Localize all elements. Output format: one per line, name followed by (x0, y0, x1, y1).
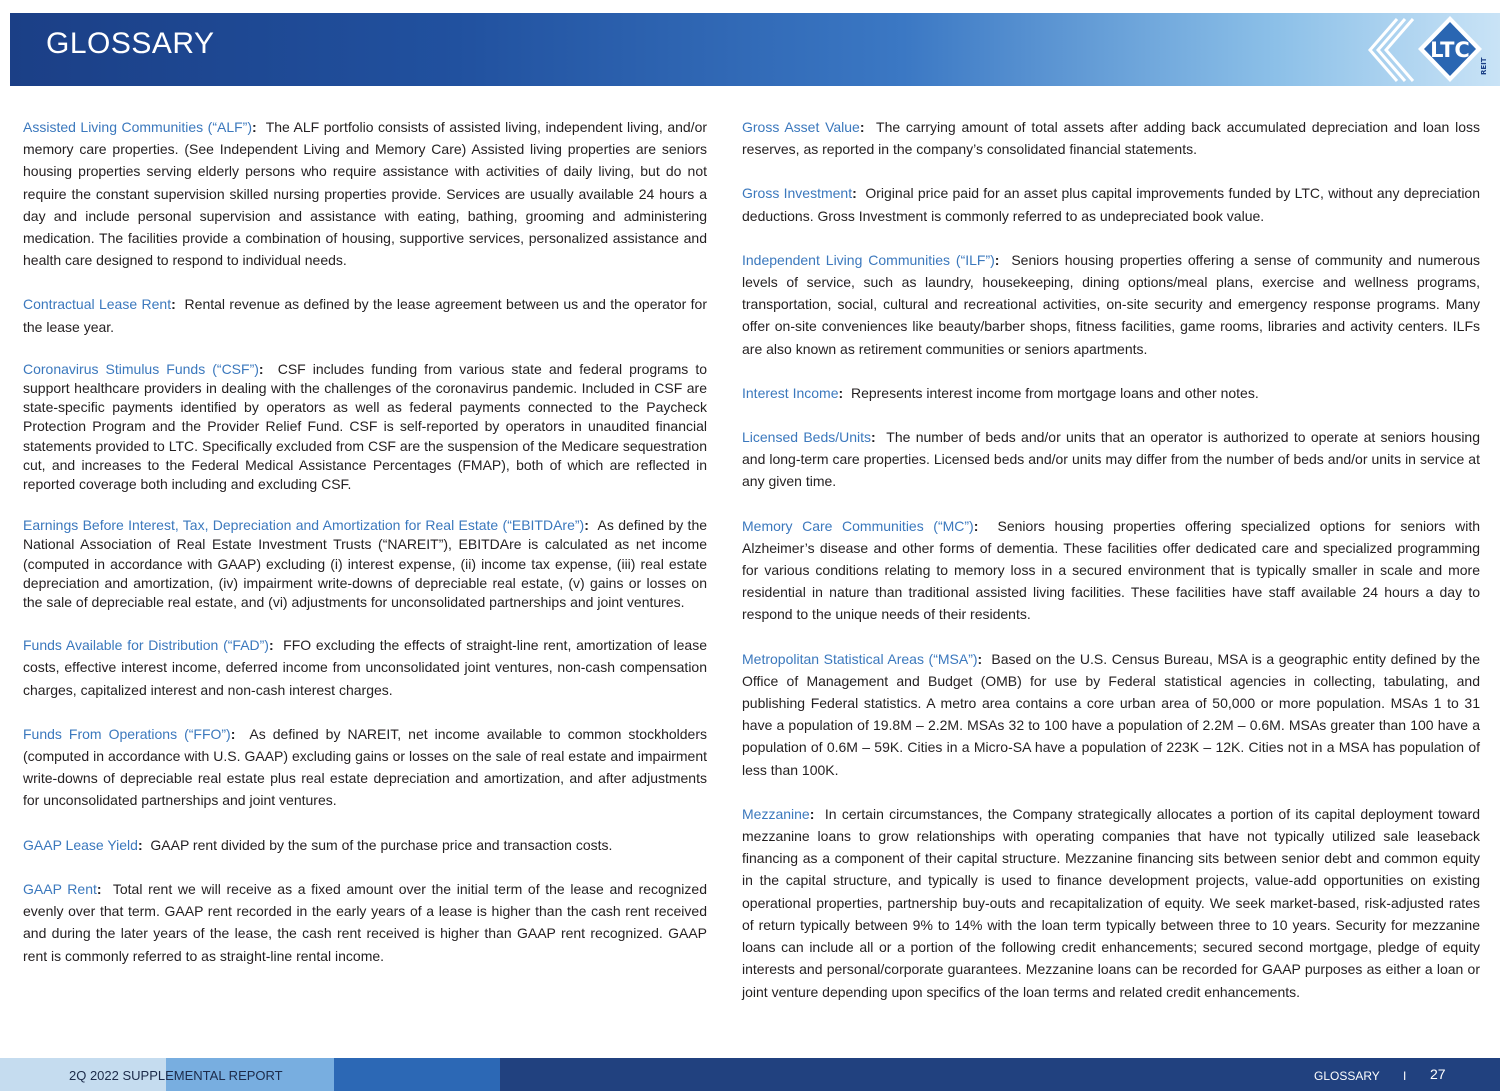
glossary-entry-msa: Metropolitan Statistical Areas (“MSA”): Based on the U.S. Census Bureau, MSA is a geographic entity defined by the Office of Management and Budget (OMB) for use by Federal statistical agencies in collecting, tabulating, and publishing Federal statistics. A metro area contains a core urban area of 50,000 or more population. MSAs 1 to 31 have a population of 19.8M – 2.2M. MSAs 32 to 100 have a population of 2.2M – 0.6M. MSAs greater than 100 have a population of 0.6M – 59K. Cities in a Micro-SA have a population of 223K – 12K. Cities not in a MSA has population of less than 100K. (742, 650, 1481, 778)
glossary-definition: As defined by the National Association of Real Estate Investment Trusts (“NAREIT”), EBITDAre is calculated as net income (computed in accordance with GAAP) excluding (i) interest expense, (ii) income tax expense, (iii) real estate depreciation and amortization, (iv) impairment write-downs of depreciable real estate, (v) gains or losses on the sale of depreciable real estate, and (vi) adjustments for unconsolidated partnerships and joint ventures. (23, 517, 708, 611)
glossary-definition: The ALF portfolio consists of assisted living, independent living, and/or memory care properties. (See Independent Living and Memory Care) Assisted living properties are seniors housing properties serving elderly persons who require assistance with activities of daily living, but do not require the constant supervision skilled nursing properties provide. Services are usually available 24 hours a day and include personal supervision and assistance with eating, bathing, grooming and administering medication. The facilities provide a combination of housing, supportive services, personalized assistance and health care designed to respond to individual needs. (23, 119, 708, 269)
glossary-term: Gross Investment (742, 185, 853, 202)
glossary-entry-gross-asset-value: Gross Asset Value: The carrying amount of total assets after adding back accumulated depreciation and loan loss reserves, as reported in the company’s consolidated financial statements. (742, 119, 1480, 158)
glossary-term: Memory Care Communities (“MC”) (742, 517, 974, 534)
glossary-term: Coronavirus Stimulus Funds (“CSF”) (23, 360, 259, 377)
glossary-entry-memory-care: Memory Care Communities (“MC”): Seniors housing properties offering specialized options for seniors with Alzheimer’s disease and other forms of dementia. These facilities offer dedicated care and specialized programming for various conditions relating to memory loss in a secured environment that is typically smaller in scale and more residential in nature than traditional assisted living facilities. These facilities have staff available 24 hours a day to respond to the unique needs of their residents. (742, 517, 1480, 623)
glossary-definition: Seniors housing properties offering specialized options for seniors with Alzheimer’s disease and other forms of dementia. These facilities offer dedicated care and specialized programming for various conditions relating to memory loss in a secured environment that is typically smaller in scale and more residential in nature than traditional assisted living facilities. These facilities have staff available 24 hours a day to respond to the unique needs of their residents. (742, 517, 1480, 623)
glossary-entry-alf: Assisted Living Communities (“ALF”): The ALF portfolio consists of assisted living, independent living, and/or memory care properties. (See Independent Living and Memory Care) Assisted living properties are seniors housing properties serving elderly persons who require assistance with activities of daily living, but do not require the constant supervision skilled nursing properties provide. Services are usually available 24 hours a day and include personal supervision and assistance with eating, bathing, grooming and administering medication. The facilities provide a combination of housing, supportive services, personalized assistance and health care designed to respond to individual needs. (23, 119, 708, 269)
glossary-term: Contractual Lease Rent (23, 296, 172, 313)
glossary-entry-gaap-lease-yield: GAAP Lease Yield: GAAP rent divided by the sum of the purchase price and transaction costs. (23, 836, 613, 853)
glossary-entry-ffo: Funds From Operations (“FFO”): As defined by NAREIT, net income available to common stockholders (computed in accordance with U.S. GAAP) excluding gains or losses on the sale of real estate and impairment write-downs of depreciable real estate plus real estate depreciation and amortization, and after adjustments for unconsolidated partnerships and joint ventures. (23, 725, 707, 809)
glossary-term: GAAP Lease Yield (23, 836, 138, 853)
glossary-term: Metropolitan Statistical Areas (“MSA”) (742, 650, 978, 667)
glossary-term: Interest Income (742, 384, 839, 401)
glossary-definition: CSF includes funding from various state and federal programs to support healthcare providers in dealing with the challenges of the coronavirus pandemic. Included in CSF are state-specific payments identified by operators as well as federal payments connected to the Paycheck Protection Program and the Provider Relief Fund. CSF is self-reported by operators in unaudited financial statements provided to LTC. Specifically excluded from CSF are the suspension of the Medicare sequestration cut, and increases to the Federal Medical Assistance Percentages (FMAP), both of which are reflected in reported coverage both including and excluding CSF. (23, 360, 707, 493)
glossary-definition: Based on the U.S. Census Bureau, MSA is a geographic entity defined by the Office of Management and Budget (OMB) for use by Federal statistical agencies in collecting, tabulating, and publishing Federal statistics. A metro area contains a core urban area of 50,000 or more population. MSAs 1 to 31 have a population of 19.8M – 2.2M. MSAs 32 to 100 have a population of 2.2M – 0.6M. MSAs greater than 100 have a population of 0.6M – 59K. Cities in a Micro-SA have a population of 223K – 12K. Cities not in a MSA has population of less than 100K. (742, 650, 1481, 778)
glossary-term: Funds From Operations (“FFO”) (23, 725, 231, 742)
glossary-entry-contractual-lease-rent: Contractual Lease Rent: Rental revenue as defined by the lease agreement between us and the operator for the lease year. (23, 296, 708, 335)
glossary-term: Assisted Living Communities (“ALF”) (23, 119, 253, 135)
glossary-entry-ebitdare: Earnings Before Interest, Tax, Depreciation and Amortization for Real Estate (“EBITDAre”): As defined by the National Association of Real Estate Investment Trusts (“NAREIT”), EBITDAre is calculated as net income (computed in accordance with GAAP) excluding (i) interest expense, (ii) income tax expense, (iii) real estate depreciation and amortization, (iv) impairment write-downs of depreciable real estate, (v) gains or losses on the sale of depreciable real estate, and (vi) adjustments for unconsolidated partnerships and joint ventures. (23, 517, 708, 611)
glossary-definition: Represents interest income from mortgage loans and other notes. (850, 384, 1259, 401)
glossary-entry-gaap-rent: GAAP Rent: Total rent we will receive as a fixed amount over the initial term of the lease and recognized evenly over that term. GAAP rent recorded in the early years of a lease is higher than the cash rent received and during the later years of the lease, the cash rent received is higher than GAAP rent recognized. GAAP rent is commonly referred to as straight-line rental income. (23, 880, 707, 964)
page-title: GLOSSARY (46, 27, 215, 60)
glossary-definition: FFO excluding the effects of straight-line rent, amortization of lease costs, effective interest income, deferred income from unconsolidated joint ventures, non-cash compensation charges, capitalized interest and non-cash interest charges. (23, 637, 708, 698)
glossary-right-column (742, 116, 1480, 1025)
glossary-entry-ilf: Independent Living Communities (“ILF”): Seniors housing properties offering a sense of community and numerous levels of service, such as laundry, housekeeping, dining options/meal plans, exercise and wellness programs, transportation, social, cultural and recreational activities, on-site security and emergency response programs. Many offer on-site conveniences like beauty/barber shops, fitness facilities, game rooms, libraries and activity centers. ILFs are also known as retirement communities or seniors apartments. (742, 251, 1481, 357)
glossary-definition: Original price paid for an asset plus capital improvements funded by LTC, without any depreciation deductions. Gross Investment is commonly referred to as undepreciated book value. (742, 185, 1481, 224)
glossary-definition: Rental revenue as defined by the lease agreement between us and the operator for the lease year. (23, 296, 708, 335)
glossary-definition: The carrying amount of total assets after adding back accumulated depreciation and loan loss reserves, as reported in the company’s consolidated financial statements. (742, 119, 1480, 158)
glossary-term: Gross Asset Value (742, 119, 860, 135)
glossary-term: Independent Living Communities (“ILF”) (742, 251, 995, 268)
glossary-term: Funds Available for Distribution (“FAD”) (23, 637, 269, 654)
page-footer (0, 1058, 1500, 1091)
glossary-term: Mezzanine (742, 805, 810, 822)
glossary-definition: In certain circumstances, the Company strategically allocates a portion of its capital deployment toward mezzanine loans to grow relationships with operating companies that have not typically utilized sale leaseback financing as a component of their capital structure. Mezzanine financing sits between senior debt and common equity in the capital structure, and typically is used to finance development projects, value-add opportunities on existing operational properties, partnership buy-outs and recapitalization of equity. We seek market-based, risk-adjusted rates of return typically between 9% to 14% with the loan term typically between three to 10 years. Security for mezzanine loans can include all or a portion of the following credit enhancements; secured second mortgage, pledge of equity interests and personal/corporate guarantees. Mezzanine loans can be recorded for GAAP purposes as either a loan or joint venture depending upon specifics of the loan terms and related credit enhancements. (742, 805, 1481, 1000)
footer-report-name: 2Q 2022 SUPPLEMENTAL REPORT (69, 1068, 283, 1083)
glossary-entry-fad: Funds Available for Distribution (“FAD”): FFO excluding the effects of straight-line rent, amortization of lease costs, effective interest income, deferred income from unconsolidated joint ventures, non-cash compensation charges, capitalized interest and non-cash interest charges. (23, 637, 708, 698)
glossary-definition: Seniors housing properties offering a sense of community and numerous levels of service, such as laundry, housekeeping, dining options/meal plans, exercise and wellness programs, transportation, social, cultural and recreational activities, on-site security and emergency response programs. Many offer on-site conveniences like beauty/barber shops, fitness facilities, game rooms, libraries and activity centers. ILFs are also known as retirement communities or seniors apartments. (742, 251, 1481, 357)
glossary-entry-gross-investment: Gross Investment: Original price paid for an asset plus capital improvements funded by LTC, without any depreciation deductions. Gross Investment is commonly referred to as undepreciated book value. (742, 185, 1481, 224)
glossary-entry-licensed-beds: Licensed Beds/Units: The number of beds and/or units that an operator is authorized to operate at seniors housing and long-term care properties. Licensed beds and/or units may differ from the number of beds and/or units in service at any given time. (742, 429, 1480, 490)
glossary-term: GAAP Rent (23, 880, 97, 897)
glossary-definition: As defined by NAREIT, net income available to common stockholders (computed in accordance with U.S. GAAP) excluding gains or losses on the sale of real estate and impairment write-downs of depreciable real estate plus real estate depreciation and amortization, and after adjustments for unconsolidated partnerships and joint ventures. (23, 725, 707, 809)
glossary-definition: The number of beds and/or units that an operator is authorized to operate at seniors housing and long-term care properties. Licensed beds and/or units may differ from the number of beds and/or units in service at any given time. (742, 429, 1480, 490)
glossary-entry-interest-income: Interest Income: Represents interest income from mortgage loans and other notes. (742, 384, 1259, 401)
logo-subtext: REIT (1480, 57, 1488, 75)
glossary-left-column (23, 116, 707, 989)
page-header (10, 13, 1500, 86)
footer-separator: I (1403, 1069, 1407, 1083)
ltc-reit-logo (1352, 13, 1492, 86)
glossary-entry-csf: Coronavirus Stimulus Funds (“CSF”): CSF includes funding from various state and federal programs to support healthcare providers in dealing with the challenges of the coronavirus pandemic. Included in CSF are state-specific payments identified by operators as well as federal payments connected to the Paycheck Protection Program and the Provider Relief Fund. CSF is self-reported by operators in unaudited financial statements provided to LTC. Specifically excluded from CSF are the suspension of the Medicare sequestration cut, and increases to the Federal Medical Assistance Percentages (FMAP), both of which are reflected in reported coverage both including and excluding CSF. (23, 360, 707, 493)
page-number: 27 (1430, 1066, 1446, 1082)
glossary-term: Licensed Beds/Units (742, 429, 872, 446)
footer-section-name: GLOSSARY (1314, 1069, 1380, 1083)
glossary-definition: Total rent we will receive as a fixed amount over the initial term of the lease and recognized evenly over that term. GAAP rent recorded in the early years of a lease is higher than the cash rent received and during the later years of the lease, the cash rent received is higher than GAAP rent recognized. GAAP rent is commonly referred to as straight-line rental income. (23, 880, 707, 964)
logo-text: LTC (1430, 38, 1470, 62)
glossary-term: Earnings Before Interest, Tax, Depreciation and Amortization for Real Estate (“EBITDAre”) (23, 517, 585, 534)
glossary-definition: GAAP rent divided by the sum of the purchase price and transaction costs. (150, 836, 613, 853)
glossary-entry-mezzanine: Mezzanine: In certain circumstances, the Company strategically allocates a portion of its capital deployment toward mezzanine loans to grow relationships with operating companies that have not typically utilized sale leaseback financing as a component of their capital structure. Mezzanine financing sits between senior debt and common equity in the capital structure, and typically is used to finance development projects, value-add opportunities on existing operational properties, partnership buy-outs and recapitalization of equity. We seek market-based, risk-adjusted rates of return typically between 9% to 14% with the loan term typically between three to 10 years. Security for mezzanine loans can include all or a portion of the following credit enhancements; secured second mortgage, pledge of equity interests and personal/corporate guarantees. Mezzanine loans can be recorded for GAAP purposes as either a loan or joint venture depending upon specifics of the loan terms and related credit enhancements. (742, 805, 1481, 1000)
footer-band-blue (334, 1058, 500, 1091)
